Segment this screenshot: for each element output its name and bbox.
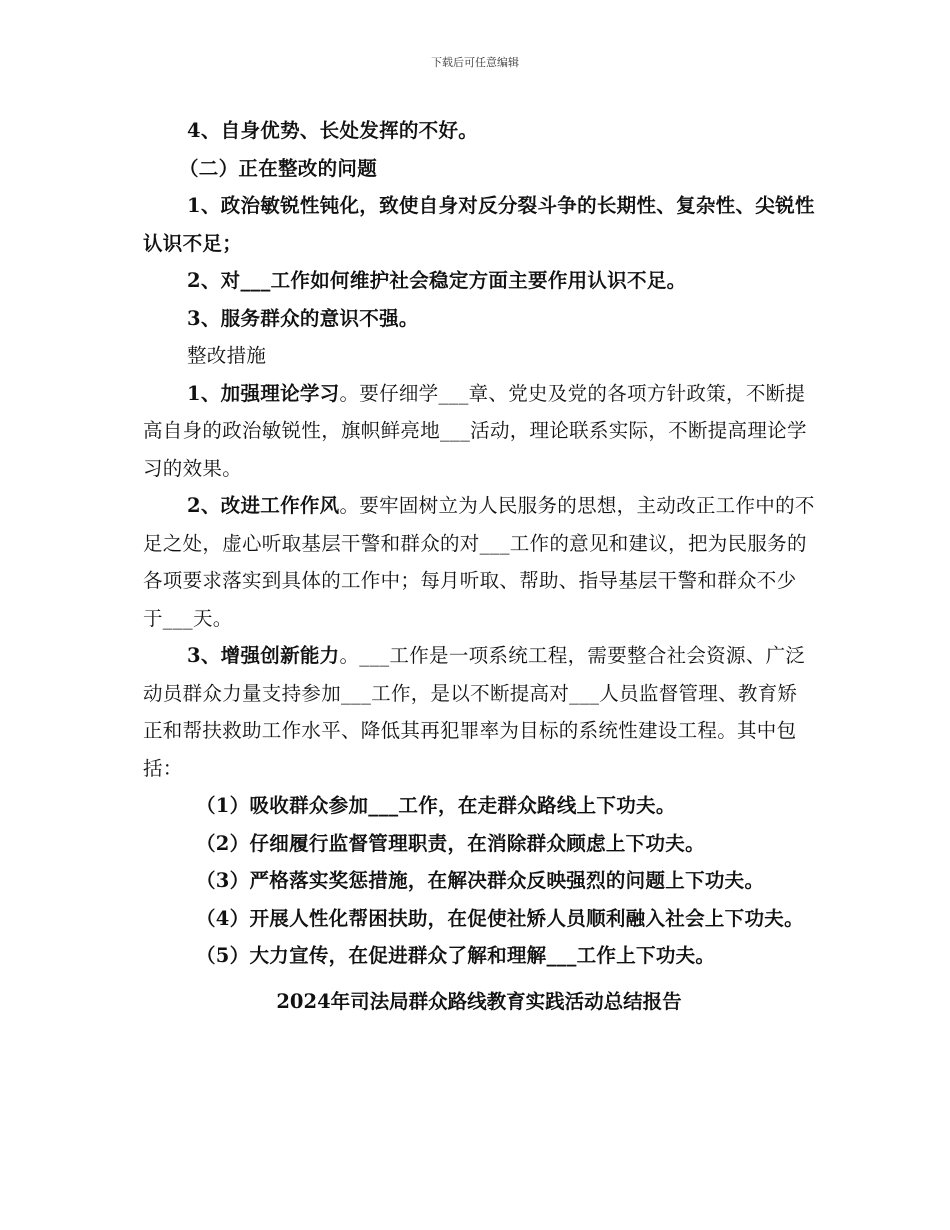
- section-heading-measures: 整改措施: [187, 344, 267, 367]
- paragraph-item-4: 4、自身优势、长处发挥的不好。: [187, 119, 479, 142]
- measure-2-body: 。要牢固树立为人民服务的思想，主动改正工作中的不足之处，虚心听取基层干警和群众的对___工作的意见和建议，把为民服务的各项要求落实到具体的工作中；每月听取、帮助、指导基层干警和群众不少于___天。: [143, 494, 815, 630]
- measure-2-lead: 2、改进工作作风: [187, 494, 340, 517]
- list-item-1: （1）吸收群众参加___工作，在走群众路线上下功夫。: [196, 794, 676, 817]
- paragraph-measure-1: [143, 375, 815, 488]
- list-item-2: （2）仔细履行监督管理职责，在消除群众顾虑上下功夫。: [196, 831, 705, 855]
- section-heading-rectifying: （二）正在整改的问题: [179, 156, 378, 180]
- measure-3-lead: 3、增强创新能力: [187, 644, 340, 667]
- paragraph-problem-2: 2、对___工作如何维护社会稳定方面主要作用认识不足。: [187, 269, 687, 292]
- measure-3-body: 。___工作是一项系统工程，需要整合社会资源、广泛动员群众力量支持参加___工作，是以不断提高对___人员监督管理、教育矫正和帮扶救助工作水平、降低其再犯罪率为目标的系统性建设工程。其中包括：: [143, 644, 806, 780]
- document-body: [143, 112, 815, 1040]
- report-title: 2024年司法局群众路线教育实践活动总结报告: [276, 989, 682, 1013]
- list-item-3: （3）严格落实奖惩措施，在解决群众反映强烈的问题上下功夫。: [196, 869, 765, 892]
- page-header: 下载后可任意编辑: [431, 56, 519, 69]
- paragraph-problem-1: 1、政治敏锐性钝化，致使自身对反分裂斗争的长期性、复杂性、尖锐性认识不足；: [143, 194, 815, 255]
- paragraph-problem-3: 3、服务群众的意识不强。: [187, 306, 419, 330]
- measure-1-body: 。要仔细学___章、党史及党的各项方针政策，不断提高自身的政治敏锐性，旗帜鲜亮地___活动，理论联系实际，不断提高理论学习的效果。: [143, 381, 807, 480]
- measure-1-lead: 1、加强理论学习: [187, 381, 340, 405]
- list-item-4: （4）开展人性化帮困扶助，在促使社矫人员顺利融入社会上下功夫。: [196, 906, 804, 930]
- list-item-5: （5）大力宣传，在促进群众了解和理解___工作上下功夫。: [196, 944, 716, 967]
- paragraph-measure-3: [143, 637, 815, 787]
- paragraph-measure-2: [143, 487, 815, 637]
